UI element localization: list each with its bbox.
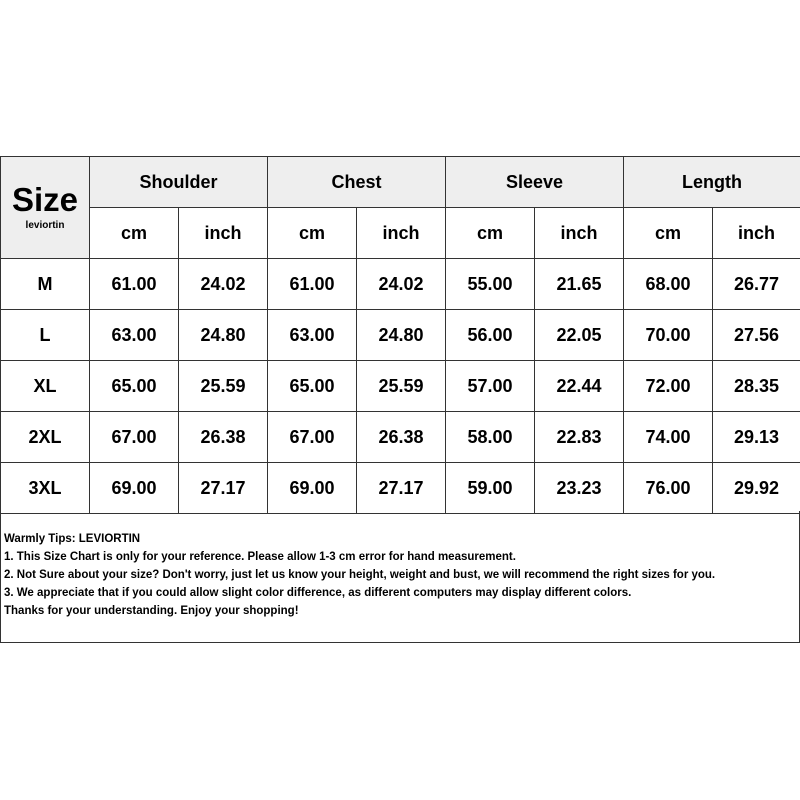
- unit-header: inch: [535, 208, 624, 259]
- table-cell: 29.13: [713, 412, 800, 463]
- tips-line: Thanks for your understanding. Enjoy your shopping!: [4, 605, 299, 617]
- size-name-cell: 3XL: [1, 463, 90, 514]
- table-cell: 26.38: [179, 412, 268, 463]
- table-cell: 68.00: [624, 259, 713, 310]
- tips-line: 2. Not Sure about your size? Don't worry, just let us know your height, weight and bust, we will recommend the right sizes for you.: [4, 569, 716, 581]
- unit-header: inch: [357, 208, 446, 259]
- unit-header: inch: [179, 208, 268, 259]
- table-cell: 67.00: [90, 412, 179, 463]
- unit-header: cm: [446, 208, 535, 259]
- table-cell: 69.00: [90, 463, 179, 514]
- table-cell: 24.02: [357, 259, 446, 310]
- table-cell: 65.00: [268, 361, 357, 412]
- tips-line: 1. This Size Chart is only for your reference. Please allow 1-3 cm error for hand measurement.: [4, 551, 516, 563]
- table-cell: 22.44: [535, 361, 624, 412]
- table-cell: 22.83: [535, 412, 624, 463]
- unit-header: cm: [624, 208, 713, 259]
- tips-line: 3. We appreciate that if you could allow slight color difference, as different computers may display different colors.: [4, 587, 632, 599]
- table-row: [1, 463, 800, 514]
- table-row: [1, 361, 800, 412]
- table-cell: 63.00: [90, 310, 179, 361]
- table-cell: 55.00: [446, 259, 535, 310]
- brand-label: leviortin: [25, 219, 65, 231]
- table-cell: 22.05: [535, 310, 624, 361]
- table-cell: 67.00: [268, 412, 357, 463]
- table-cell: 70.00: [624, 310, 713, 361]
- table-cell: 21.65: [535, 259, 624, 310]
- group-header-shoulder: Shoulder: [90, 157, 268, 208]
- size-header-cell: [1, 157, 90, 259]
- group-header-chest: Chest: [268, 157, 446, 208]
- unit-header: cm: [90, 208, 179, 259]
- header-group-row: [1, 157, 800, 208]
- tips-text: [1, 511, 799, 620]
- table-cell: 25.59: [179, 361, 268, 412]
- group-header-sleeve: Sleeve: [446, 157, 624, 208]
- table-row: [1, 310, 800, 361]
- table-cell: 24.02: [179, 259, 268, 310]
- table-cell: 23.23: [535, 463, 624, 514]
- size-name-cell: XL: [1, 361, 90, 412]
- table-cell: 57.00: [446, 361, 535, 412]
- table-cell: 26.38: [357, 412, 446, 463]
- unit-header: inch: [713, 208, 800, 259]
- table-cell: 25.59: [357, 361, 446, 412]
- table-cell: 59.00: [446, 463, 535, 514]
- table-cell: 61.00: [268, 259, 357, 310]
- table-cell: 69.00: [268, 463, 357, 514]
- table-cell: 29.92: [713, 463, 800, 514]
- table-row: [1, 412, 800, 463]
- table-cell: 27.56: [713, 310, 800, 361]
- table-cell: 76.00: [624, 463, 713, 514]
- table-cell: 24.80: [357, 310, 446, 361]
- table-cell: 27.17: [179, 463, 268, 514]
- table-cell: 61.00: [90, 259, 179, 310]
- table-cell: 63.00: [268, 310, 357, 361]
- unit-header: cm: [268, 208, 357, 259]
- size-name-cell: 2XL: [1, 412, 90, 463]
- table-cell: 58.00: [446, 412, 535, 463]
- size-label: Size: [11, 180, 79, 218]
- table-cell: 27.17: [357, 463, 446, 514]
- size-name-cell: M: [1, 259, 90, 310]
- table-cell: 65.00: [90, 361, 179, 412]
- header-unit-row: [1, 208, 800, 259]
- table-cell: 72.00: [624, 361, 713, 412]
- group-header-length: Length: [624, 157, 800, 208]
- table-cell: 56.00: [446, 310, 535, 361]
- table-cell: 28.35: [713, 361, 800, 412]
- tips-box: [0, 511, 800, 643]
- size-chart-table: [0, 156, 800, 514]
- table-cell: 24.80: [179, 310, 268, 361]
- table-row: [1, 259, 800, 310]
- table-cell: 74.00: [624, 412, 713, 463]
- size-name-cell: L: [1, 310, 90, 361]
- table-cell: 26.77: [713, 259, 800, 310]
- tips-title: Warmly Tips: LEVIORTIN: [4, 533, 141, 545]
